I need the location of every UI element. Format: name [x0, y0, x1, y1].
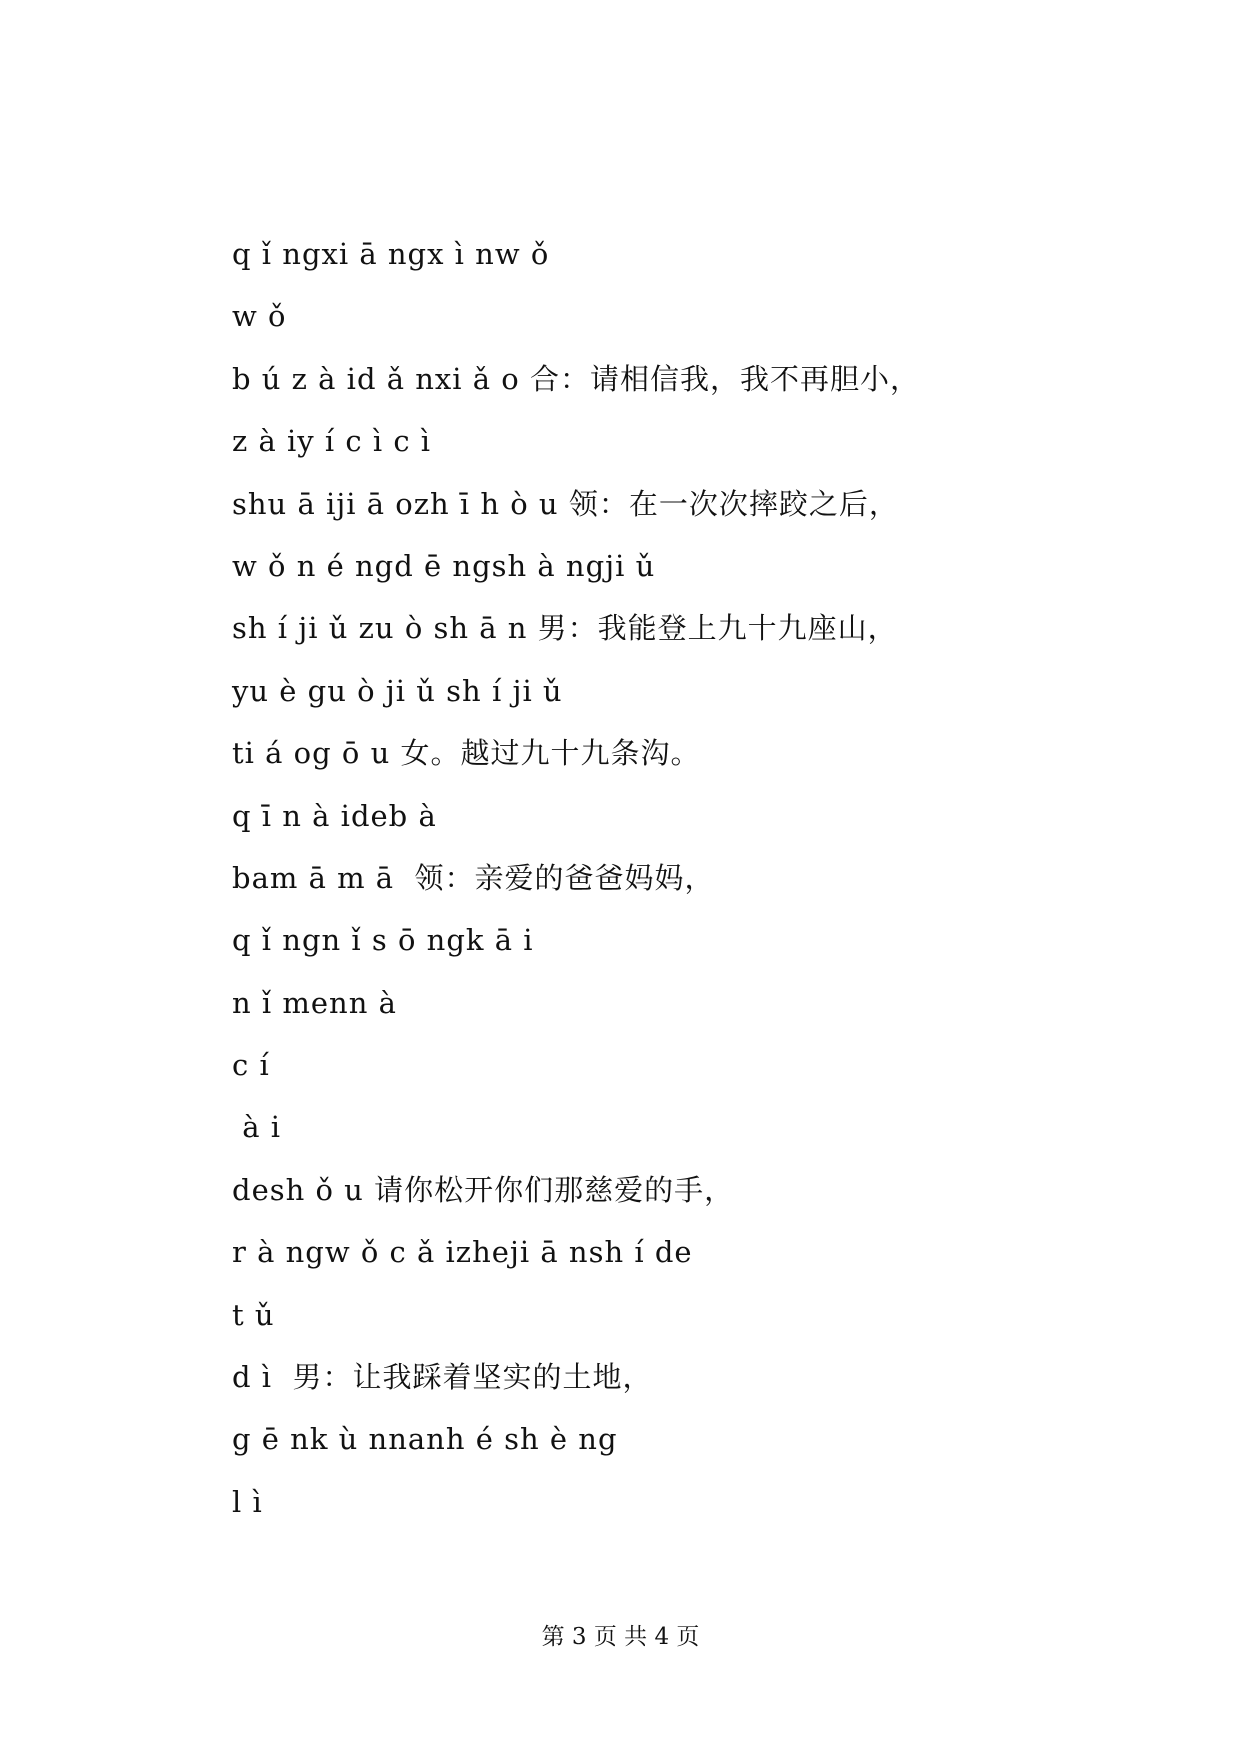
- text-line: q ī n à ideb à: [232, 798, 437, 833]
- text-line: w ǒ n é ngd ē ngsh à ngji ǔ: [232, 548, 656, 583]
- text-line: t ǔ: [232, 1297, 275, 1332]
- text-line: sh í ji ǔ zu ò sh ā n 男：我能登上九十九座山，: [232, 611, 898, 646]
- text-line: bam ā m ā 领：亲爱的爸爸妈妈，: [232, 860, 715, 895]
- text-line: d ì 男：让我踩着坚实的土地，: [232, 1360, 653, 1395]
- text-line: ti á og ō u 女。越过九十九条沟。: [232, 736, 701, 771]
- text-line: b ú z à id ǎ nxi ǎ o 合：请相信我，我不再胆小，: [232, 361, 920, 396]
- text-line: q ǐ ngxi ā ngx ì nw ǒ: [232, 237, 550, 271]
- document-body: [232, 236, 1152, 1546]
- text-line: q ǐ ngn ǐ s ō ngk ā i: [232, 923, 534, 958]
- text-line: yu è gu ò ji ǔ sh í ji ǔ: [232, 673, 563, 708]
- text-line: desh ǒ u 请你松开你们那慈爱的手，: [232, 1172, 735, 1207]
- page-footer: [0, 1618, 1241, 1651]
- text-line: à i: [232, 1110, 282, 1145]
- text-line: z à iy í c ì c ì: [232, 424, 432, 459]
- text-line: g ē nk ù nnanh é sh è ng: [232, 1422, 618, 1457]
- text-line: c í: [232, 1048, 270, 1083]
- page-number: 第 3 页 共 4 页: [541, 1624, 700, 1650]
- text-line: shu ā iji ā ozh ī h ò u 领：在一次次摔跤之后，: [232, 486, 899, 521]
- text-line: r à ngw ǒ c ǎ izheji ā nsh í de: [232, 1235, 693, 1270]
- text-line: w ǒ: [232, 299, 287, 334]
- text-line: n ǐ menn à: [232, 985, 397, 1020]
- text-line: l ì: [232, 1484, 263, 1519]
